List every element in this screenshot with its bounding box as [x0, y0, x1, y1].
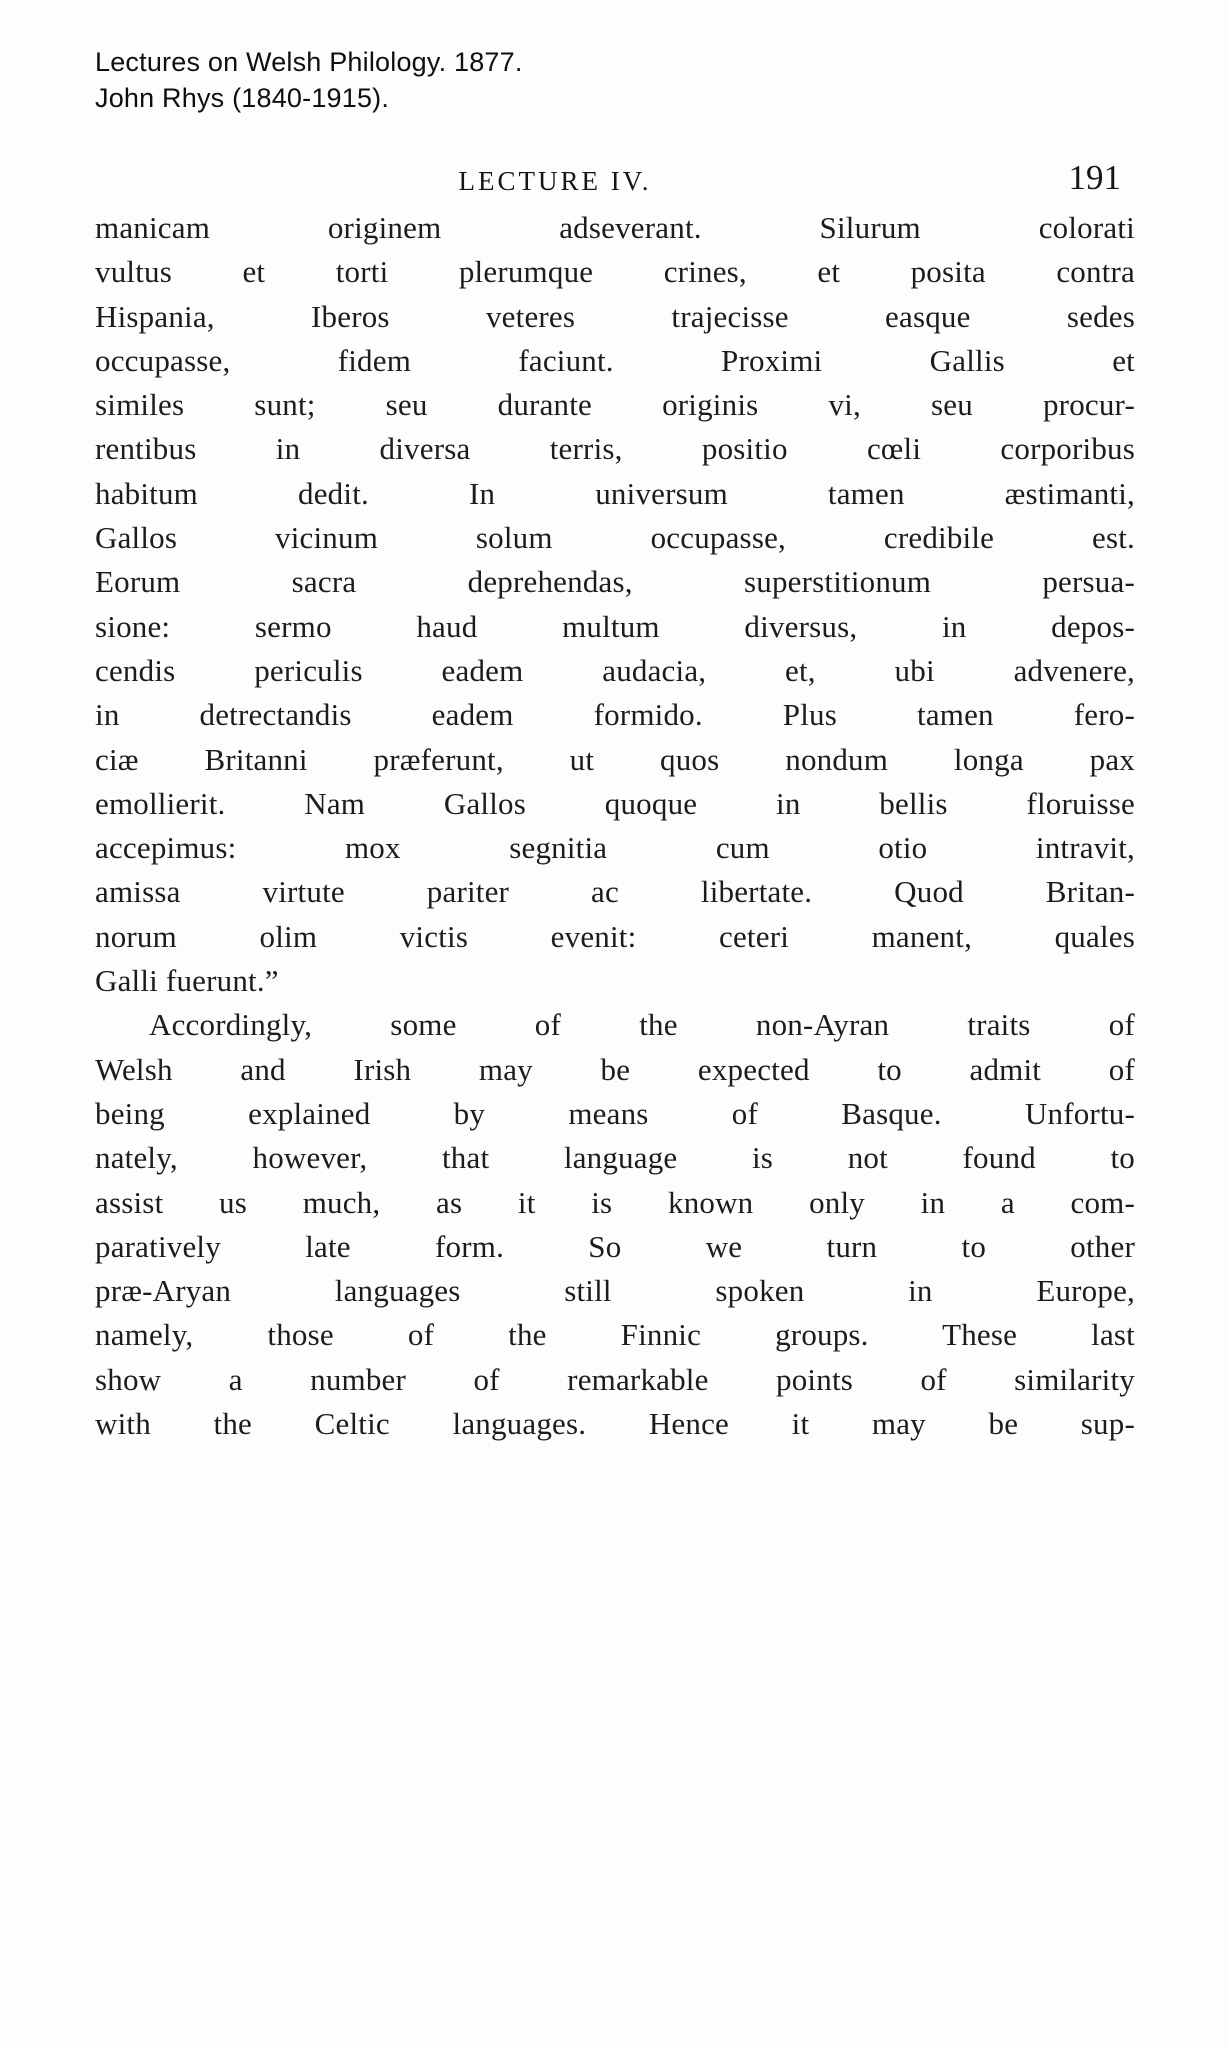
- paragraph: [95, 1003, 1135, 1446]
- text-line: accepimus: mox segnitia cum otio intravit,: [95, 830, 1135, 866]
- text-line: Hispania, Iberos veteres trajecisse easque sedes: [95, 298, 1135, 334]
- text-line: rentibus in diversa terris, positio cœli corporibus: [95, 431, 1135, 467]
- text-line: Galli fuerunt.”: [95, 963, 279, 999]
- text-line: assist us much, as it is known only in a com-: [95, 1184, 1135, 1220]
- text-line: emollierit. Nam Gallos quoque in bellis floruisse: [95, 785, 1135, 821]
- text-line: namely, those of the Finnic groups. These last: [95, 1317, 1135, 1353]
- text-line: manicam originem adseverant. Silurum colorati: [95, 210, 1135, 245]
- text-line: Eorum sacra deprehendas, superstitionum persua-: [95, 564, 1135, 600]
- text-line: cendis periculis eadem audacia, et, ubi advenere,: [95, 652, 1135, 688]
- text-line: show a number of remarkable points of similarity: [95, 1361, 1135, 1397]
- text-line: in detrectandis eadem formido. Plus tamen fero-: [95, 697, 1135, 733]
- page-number: 191: [1068, 158, 1121, 197]
- text-line: Accordingly, some of the non-Ayran traits of: [149, 1007, 1135, 1043]
- text-line: amissa virtute pariter ac libertate. Quod Britan-: [95, 874, 1135, 910]
- text-line: sione: sermo haud multum diversus, in depos-: [95, 608, 1135, 644]
- running-head-title: LECTURE IV.: [458, 166, 652, 196]
- text-line: with the Celtic languages. Hence it may be sup-: [95, 1406, 1135, 1442]
- scan-annotation: [95, 44, 523, 116]
- page-text: [95, 206, 1135, 1446]
- text-line: paratively late form. So we turn to other: [95, 1228, 1135, 1264]
- text-line: Gallos vicinum solum occupasse, credibile est.: [95, 520, 1135, 556]
- text-line: ciæ Britanni præferunt, ut quos nondum longa pax: [95, 741, 1135, 777]
- text-line: similes sunt; seu durante originis vi, seu procur-: [95, 387, 1135, 423]
- text-line: occupasse, fidem faciunt. Proximi Gallis et: [95, 342, 1135, 378]
- running-head: [95, 158, 1135, 202]
- text-line: norum olim victis evenit: ceteri manent, quales: [95, 918, 1135, 954]
- text-line: Welsh and Irish may be expected to admit of: [95, 1051, 1135, 1087]
- paragraph: [95, 206, 1135, 1003]
- text-line: præ-Aryan languages still spoken in Europe,: [95, 1273, 1135, 1309]
- text-line: vultus et torti plerumque crines, et posita contra: [95, 254, 1135, 290]
- text-line: habitum dedit. In universum tamen æstimanti,: [95, 475, 1135, 511]
- text-line: nately, however, that language is not found to: [95, 1140, 1135, 1176]
- annotation-author: John Rhys (1840-1915).: [95, 83, 390, 113]
- text-line: being explained by means of Basque. Unfortu-: [95, 1095, 1135, 1131]
- annotation-title: Lectures on Welsh Philology. 1877.: [95, 47, 523, 77]
